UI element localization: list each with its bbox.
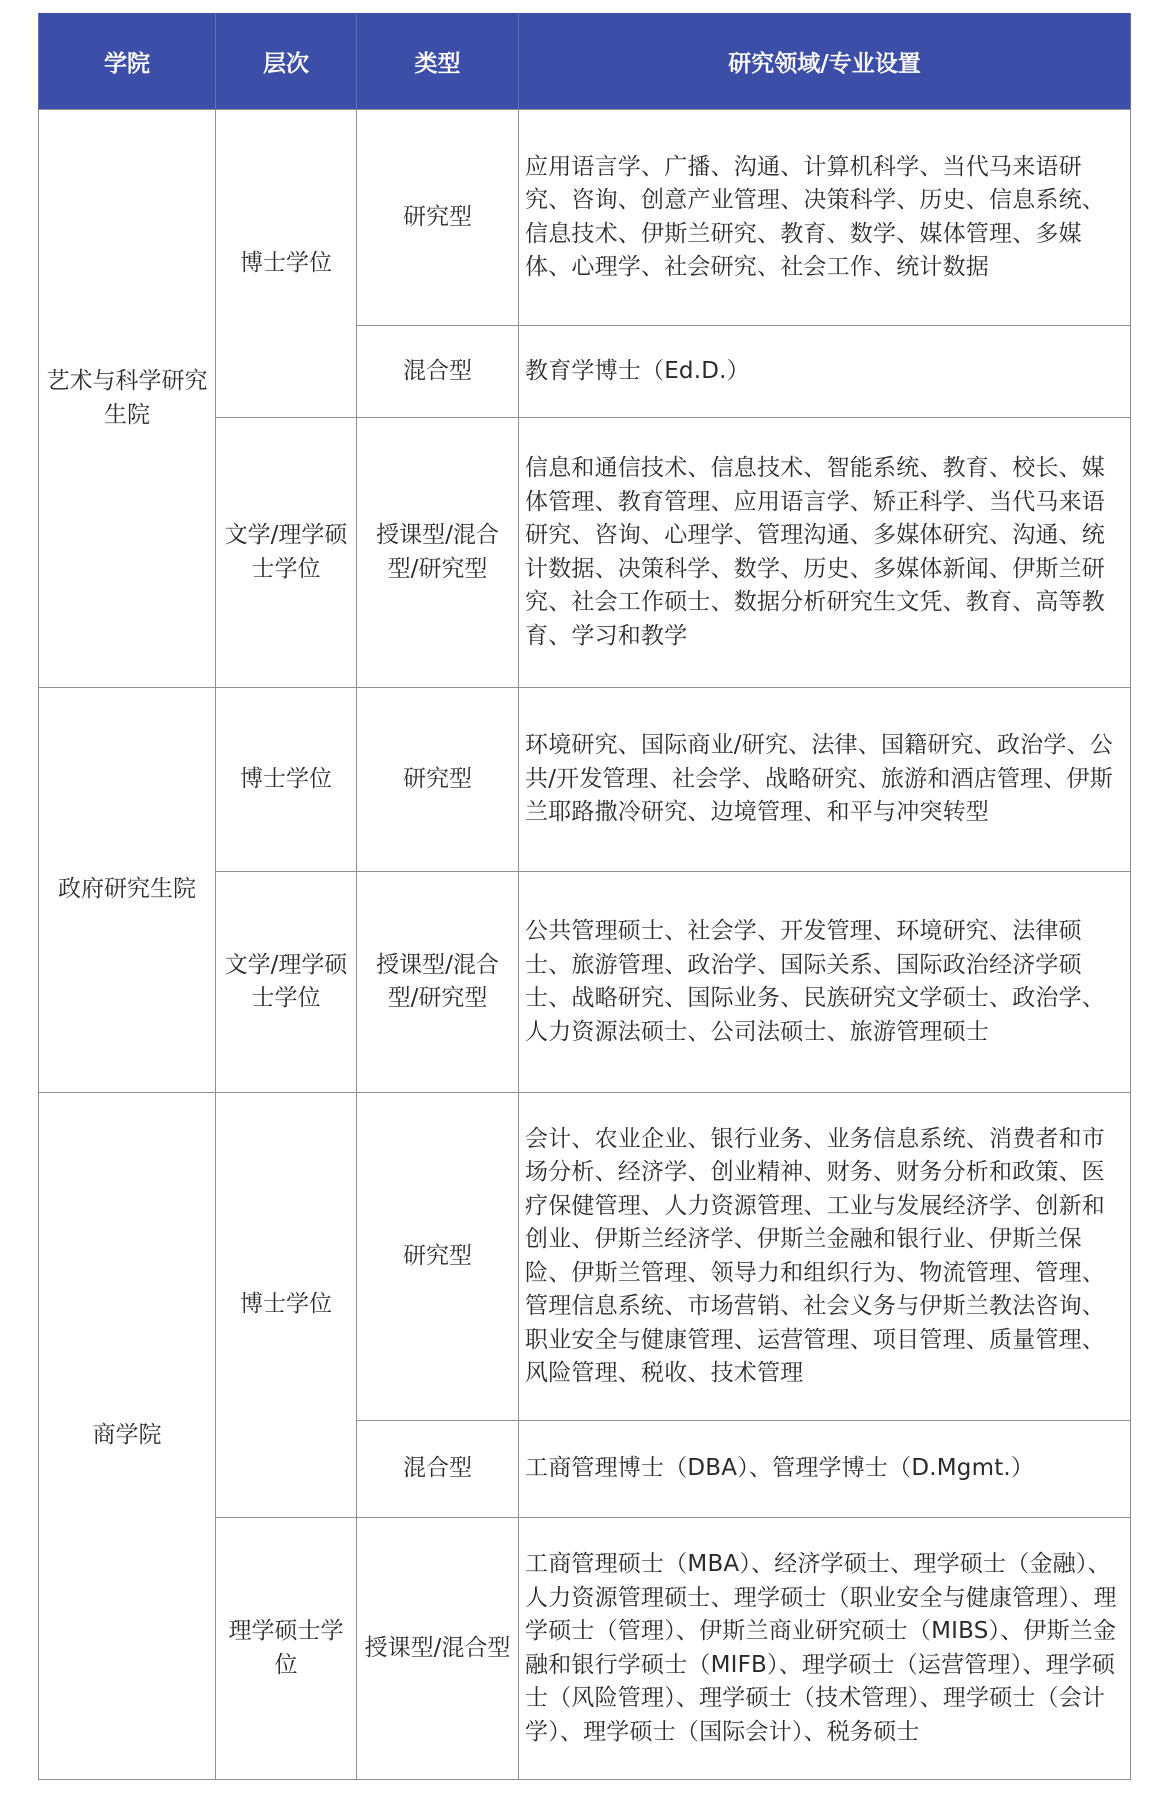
fields-cell: 教育学博士（Ed.D.）	[519, 326, 1131, 418]
type-cell: 授课型/混合型/研究型	[357, 418, 519, 688]
type-cell: 混合型	[357, 326, 519, 418]
table-row	[39, 110, 1131, 326]
type-cell: 研究型	[357, 688, 519, 872]
header-fields: 研究领域/专业设置	[519, 13, 1131, 110]
program-table	[38, 13, 1131, 1780]
fields-cell: 公共管理硕士、社会学、开发管理、环境研究、法律硕士、旅游管理、政治学、国际关系、国际政治经济学硕士、战略研究、国际业务、民族研究文学硕士、政治学、人力资源法硕士、公司法硕士、旅游管理硕士	[519, 872, 1131, 1093]
college-cell: 艺术与科学研究生院	[39, 110, 216, 688]
header-row	[39, 13, 1131, 110]
header-type: 类型	[357, 13, 519, 110]
fields-cell: 工商管理硕士（MBA）、经济学硕士、理学硕士（金融）、人力资源管理硕士、理学硕士（职业安全与健康管理）、理学硕士（管理）、伊斯兰商业研究硕士（MIBS）、伊斯兰金融和银行学硕士（MIFB）、理学硕士（运营管理）、理学硕士（风险管理）、理学硕士（技术管理）、理学硕士（会计学）、理学硕士（国际会计）、税务硕士	[519, 1518, 1131, 1780]
header-college: 学院	[39, 13, 216, 110]
type-cell: 混合型	[357, 1421, 519, 1518]
level-cell: 博士学位	[216, 1093, 357, 1518]
table-body	[39, 110, 1131, 1780]
college-cell: 商学院	[39, 1093, 216, 1780]
type-cell: 授课型/混合型/研究型	[357, 872, 519, 1093]
type-cell: 研究型	[357, 110, 519, 326]
fields-cell: 环境研究、国际商业/研究、法律、国籍研究、政治学、公共/开发管理、社会学、战略研究、旅游和酒店管理、伊斯兰耶路撒冷研究、边境管理、和平与冲突转型	[519, 688, 1131, 872]
table-row	[39, 1093, 1131, 1421]
program-table-container	[38, 13, 1130, 1780]
fields-cell: 信息和通信技术、信息技术、智能系统、教育、校长、媒体管理、教育管理、应用语言学、矫正科学、当代马来语研究、咨询、心理学、管理沟通、多媒体研究、沟通、统计数据、决策科学、数学、历史、多媒体新闻、伊斯兰研究、社会工作硕士、数据分析研究生文凭、教育、高等教育、学习和教学	[519, 418, 1131, 688]
type-cell: 授课型/混合型	[357, 1518, 519, 1780]
level-cell: 博士学位	[216, 688, 357, 872]
level-cell: 文学/理学硕士学位	[216, 872, 357, 1093]
level-cell: 博士学位	[216, 110, 357, 418]
level-cell: 理学硕士学位	[216, 1518, 357, 1780]
fields-cell: 应用语言学、广播、沟通、计算机科学、当代马来语研究、咨询、创意产业管理、决策科学、历史、信息系统、信息技术、伊斯兰研究、教育、数学、媒体管理、多媒体、心理学、社会研究、社会工作、统计数据	[519, 110, 1131, 326]
header-level: 层次	[216, 13, 357, 110]
table-header	[39, 13, 1131, 110]
type-cell: 研究型	[357, 1093, 519, 1421]
level-cell: 文学/理学硕士学位	[216, 418, 357, 688]
fields-cell: 工商管理博士（DBA）、管理学博士（D.Mgmt.）	[519, 1421, 1131, 1518]
college-cell: 政府研究生院	[39, 688, 216, 1093]
table-row	[39, 688, 1131, 872]
fields-cell: 会计、农业企业、银行业务、业务信息系统、消费者和市场分析、经济学、创业精神、财务、财务分析和政策、医疗保健管理、人力资源管理、工业与发展经济学、创新和创业、伊斯兰经济学、伊斯兰金融和银行业、伊斯兰保险、伊斯兰管理、领导力和组织行为、物流管理、管理、管理信息系统、市场营销、社会义务与伊斯兰教法咨询、职业安全与健康管理、运营管理、项目管理、质量管理、风险管理、税收、技术管理	[519, 1093, 1131, 1421]
